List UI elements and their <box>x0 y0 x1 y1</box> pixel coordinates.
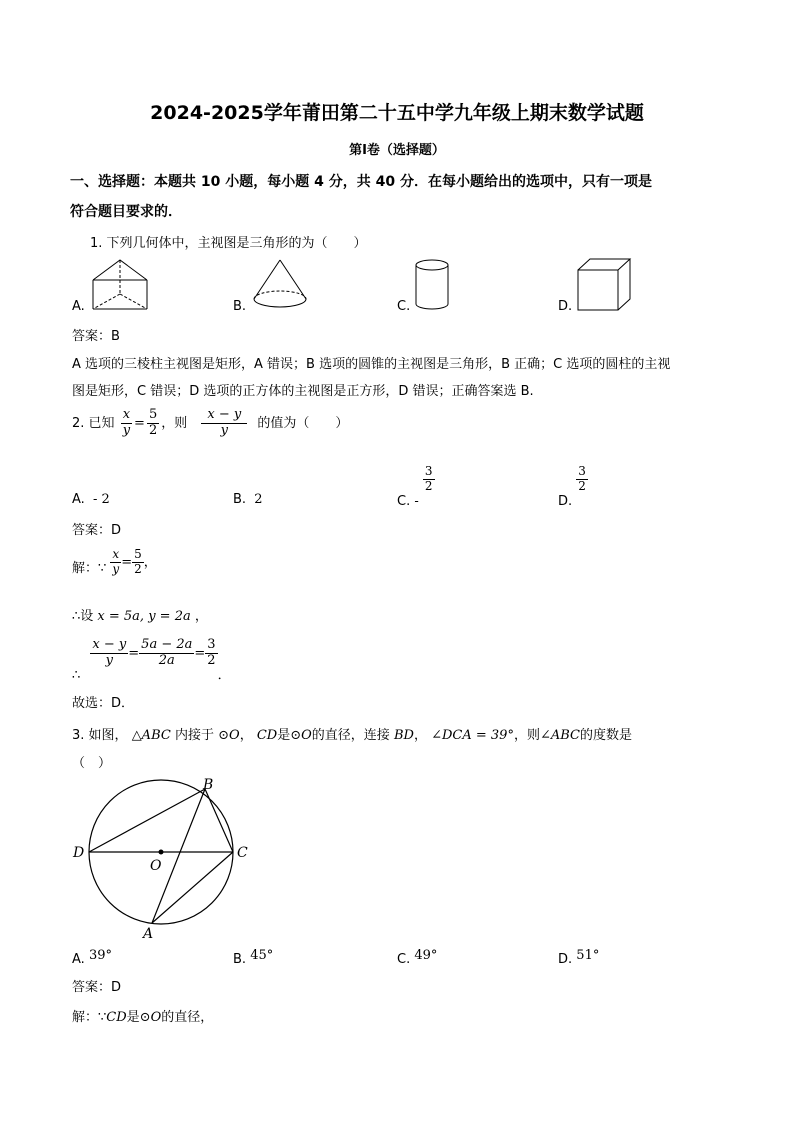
q2-given-value: $\frac{5}{2}$ <box>148 407 158 438</box>
q2-given-fraction: $\frac{x}{y}$ <box>122 407 131 438</box>
q3-option-a: A. 39° <box>72 948 112 967</box>
page-subtitle: 第Ⅰ卷（选择题） <box>349 143 445 158</box>
label-a: A <box>143 926 154 942</box>
segment-db <box>89 789 205 852</box>
triangular-prism-icon <box>90 257 150 312</box>
q1-option-a: A. <box>72 299 85 314</box>
q1-option-c: C. <box>397 299 411 314</box>
q2-conclusion: 故选：D． <box>72 696 135 711</box>
q2-option-a: A. - 2 <box>72 492 110 507</box>
segment-ac <box>152 852 233 923</box>
q2-expression: $\frac{x - y}{y}$ <box>201 408 247 439</box>
page-title: 2024-2025学年莆田第二十五中学九年级上期末数学试题 <box>150 102 644 124</box>
circle-diagram <box>70 775 260 945</box>
label-c: C <box>237 845 248 861</box>
q2-option-b: B. 2 <box>233 492 263 507</box>
q3-option-b: B. 45° <box>233 948 274 967</box>
q2-option-d: D. $\frac{3}{2}$ <box>558 464 586 509</box>
cylinder-icon <box>412 258 452 313</box>
label-b: B <box>203 777 214 793</box>
q1-option-d: D. <box>558 299 573 314</box>
q1-option-b: B. <box>233 299 247 314</box>
q3-stem-cont: （ ） <box>72 756 112 771</box>
q1-explanation: A 选项的三棱柱主视图是矩形，A 错误；B 选项的圆锥的主视图是三角形，B 正确；C 选项的圆柱的主视 <box>72 357 671 372</box>
segment-bc <box>205 789 233 852</box>
q2-prefix: 2. 已知 <box>72 415 115 431</box>
q3-answer: 答案：D <box>72 980 122 995</box>
segment-ba <box>152 789 205 923</box>
q1-answer: 答案：B <box>72 329 120 344</box>
cube-icon <box>575 257 635 312</box>
label-o: O <box>150 858 162 874</box>
section-heading: 一、选择题：本题共 10 小题，每小题 4 分，共 40 分．在每小题给出的选项中，只有一项是 <box>70 174 652 190</box>
q3-option-d: D. 51° <box>558 948 600 967</box>
label-d: D <box>73 845 85 861</box>
q3-solution: 解：∵CD是⊙O的直径， <box>72 1010 214 1025</box>
q2-option-c: C. - $\frac{3}{2}$ <box>397 464 433 509</box>
cone-icon <box>250 257 310 312</box>
center-point <box>159 850 164 855</box>
q3-option-c: C. 49° <box>397 948 438 967</box>
q2-stem: 2. 已知 $\frac{x}{y}$ = $\frac{5}{2}$ ，则 $\frac{x - y}{y}$ 的值为（ ） <box>72 407 349 438</box>
q1-stem: 1. 下列几何体中，主视图是三角形的为（ ） <box>90 236 367 251</box>
q2-solution-line2: ∴设 x = 5a, y = 2a ， <box>72 609 208 624</box>
q2-solution-line1: 解：∵ $\frac{x}{y}$ = $\frac{5}{2}$ ， <box>72 547 157 576</box>
q2-answer: 答案：D <box>72 523 122 538</box>
q3-stem: 3. 如图， △ABC 内接于 ⊙O， CD是⊙O的直径，连接 BD， ∠DCA = 39°，则∠ABC的度数是 <box>72 728 633 743</box>
q2-solution-line3: ∴ $\frac{x - y}{y}$ = $\frac{5a - 2a}{2a}$ = $\frac{3}{2}$ ． <box>72 637 231 683</box>
q1-explanation-cont: 图是矩形，C 错误；D 选项的正方体的主视图是正方形，D 错误；正确答案选 B. <box>72 384 534 399</box>
section-heading-cont: 符合题目要求的． <box>70 204 182 220</box>
